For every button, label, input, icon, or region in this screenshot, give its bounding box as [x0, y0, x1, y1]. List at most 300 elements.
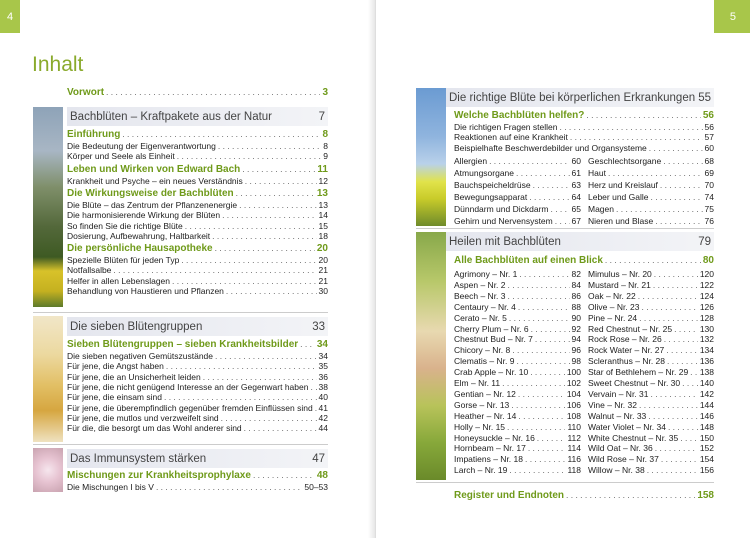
entry-page: 63: [571, 180, 581, 190]
entry-page: 21: [318, 275, 328, 286]
entry-title: Für die, die besorgt um das Wohl anderer sind: [67, 423, 242, 434]
entry-title: Honeysuckle – Nr. 16: [454, 432, 535, 443]
entry-page: 150: [699, 432, 714, 443]
entry-page: 88: [571, 301, 581, 312]
leader-dots: [516, 168, 570, 178]
section-page: 47: [312, 452, 325, 465]
toc-entry: [588, 411, 714, 421]
entry-title: Für jene, die einsam sind: [67, 392, 162, 403]
entry-page: 20: [318, 255, 328, 266]
toc-entry: [588, 443, 714, 453]
entry-title: Leber und Galle: [588, 192, 649, 202]
toc-entry: [67, 286, 328, 296]
entry-page: 94: [571, 334, 581, 345]
leader-dots: [533, 180, 570, 190]
leader-dots: [653, 280, 698, 290]
leader-dots: [655, 443, 698, 453]
toc-entry: [588, 400, 714, 410]
entry-title: Wild Oat – Nr. 36: [588, 443, 653, 454]
section-image-blossom: [33, 448, 63, 492]
entry-title: Für jene, die mutlos und verzweifelt sind: [67, 412, 219, 423]
leader-dots: [315, 403, 317, 413]
leader-dots: [642, 302, 698, 312]
leader-dots: [502, 378, 565, 388]
entry-title: Leben und Wirken von Edward Bach: [67, 163, 241, 175]
entry-page: 60: [704, 142, 714, 153]
leader-dots: [682, 378, 698, 388]
toc-entry: [588, 180, 714, 190]
toc-entry: [454, 156, 581, 166]
toc-entry: [454, 280, 581, 290]
leader-dots: [512, 345, 569, 355]
leader-dots: [511, 400, 565, 410]
toc-entry: [67, 361, 328, 371]
entry-title: Mischungen zur Krankheitsprophylaxe: [67, 470, 251, 481]
entry-title: Bewegungsapparat: [454, 192, 528, 202]
entry-title: Cherry Plum – Nr. 6: [454, 323, 529, 334]
entry-page: 142: [699, 388, 714, 399]
entry-title: Körper und Seele als Einheit: [67, 151, 175, 162]
entry-page: 130: [699, 323, 714, 334]
entry-title: Larch – Nr. 19: [454, 465, 508, 476]
toc-entry: [67, 372, 328, 382]
leader-dots: [661, 454, 698, 464]
toc-entry: [454, 334, 581, 344]
entry-page: 104: [566, 388, 581, 399]
section-image-meadow-girl: [416, 232, 446, 480]
toc-entry: [67, 151, 328, 161]
toc-entry: [588, 204, 714, 214]
section-image-landscape: [33, 107, 63, 307]
entry-title: Die Blüte – das Zentrum der Pflanzenenergie: [67, 199, 238, 210]
leader-dots: [651, 192, 703, 202]
entry-title: Gorse – Nr. 13: [454, 399, 510, 410]
entry-title: Wild Rose – Nr. 37: [588, 454, 659, 465]
entry-title: Für jene, die nicht genügend Interesse an der Gegenwart haben: [67, 381, 309, 392]
toc-entry: [67, 221, 328, 231]
leader-dots: [518, 389, 565, 399]
entry-title: Haut: [588, 168, 606, 178]
leader-dots: [113, 265, 316, 275]
toc-entry: [588, 280, 714, 290]
toc-entry: [588, 168, 714, 178]
entry-page: 21: [318, 265, 328, 276]
toc-entry: [588, 367, 714, 377]
toc-entry: [67, 243, 328, 254]
toc-entry: [588, 345, 714, 355]
leader-dots: [570, 132, 703, 142]
entry-title: Die sieben negativen Gemütszustände: [67, 351, 214, 361]
entry-title: Hornbeam – Nr. 17: [454, 443, 526, 454]
toc-entry: [454, 378, 581, 388]
toc-entry: [67, 210, 328, 220]
toc-entry: [454, 389, 581, 399]
leader-dots: [106, 87, 320, 97]
leader-dots: [648, 411, 698, 421]
leader-dots: [647, 465, 698, 475]
entry-title: Geschlechtsorgane: [588, 156, 662, 166]
toc-entry: [67, 470, 328, 481]
section-title: Die richtige Blüte bei körperlichen Erkrankungen: [449, 91, 696, 104]
entry-title: Elm – Nr. 11: [454, 378, 501, 388]
leader-dots: [518, 411, 564, 421]
leader-dots: [555, 216, 570, 226]
leader-dots: [550, 204, 569, 214]
toc-entry: [454, 454, 581, 464]
entry-title: Scleranthus – Nr. 28: [588, 356, 666, 367]
section-image-sky-flowers: [416, 88, 446, 226]
toc-entry: [454, 345, 581, 355]
entry-page: 36: [318, 371, 328, 382]
entry-title: Die Bedeutung der Eigenverantwortung: [67, 141, 216, 151]
entry-title: Olive – Nr. 23: [588, 301, 640, 312]
leader-dots: [222, 210, 316, 220]
toc-entry: [588, 156, 714, 166]
entry-page: 3: [322, 87, 328, 98]
entry-page: 69: [704, 168, 714, 178]
toc-entry: [67, 392, 328, 402]
toc-entry: [454, 433, 581, 443]
toc-entry: [588, 465, 714, 475]
toc-entry-register: [454, 490, 714, 501]
leader-dots: [639, 400, 698, 410]
toc-entry: [67, 276, 328, 286]
entry-title: Alle Bachblüten auf einen Blick: [454, 255, 603, 266]
toc-entry: [588, 291, 714, 301]
leader-dots: [660, 180, 703, 190]
entry-page: 8: [322, 129, 328, 140]
entry-title: Notfallsalbe: [67, 265, 112, 276]
entry-title: Behandlung von Haustieren und Pflanzen: [67, 286, 224, 296]
entry-page: 86: [571, 290, 581, 301]
entry-title: Die harmonisierende Wirkung der Blüten: [67, 210, 221, 221]
entry-title: Spezielle Blüten für jeden Typ: [67, 255, 180, 266]
entry-page: 126: [699, 301, 714, 312]
toc-entry: [454, 255, 714, 266]
entry-title: Pine – Nr. 24: [588, 312, 638, 323]
entry-page: 8: [323, 141, 328, 151]
entry-page: 154: [699, 454, 714, 465]
leader-dots: [559, 122, 702, 132]
entry-page: 15: [318, 220, 328, 231]
entry-page: 122: [699, 279, 714, 290]
toc-entry: [588, 313, 714, 323]
leader-dots: [674, 324, 698, 334]
toc-entry: [67, 351, 328, 361]
leader-dots: [530, 367, 565, 377]
toc-entry: [454, 443, 581, 453]
leader-dots: [649, 143, 703, 153]
divider: [416, 228, 714, 229]
leader-dots: [655, 216, 702, 226]
leader-dots: [509, 465, 565, 475]
section-band: [67, 449, 328, 468]
leader-dots: [586, 110, 700, 120]
entry-title: Crab Apple – Nr. 10: [454, 367, 529, 378]
entry-title: Die Mischungen I bis V: [67, 482, 154, 492]
leader-dots: [663, 156, 702, 166]
toc-entry: [67, 176, 328, 186]
entry-page: 98: [571, 356, 581, 367]
entry-title: Rock Water – Nr. 27: [588, 345, 665, 356]
entry-page: 140: [699, 378, 714, 388]
entry-page: 56: [704, 122, 714, 132]
entry-title: Chicory – Nr. 8: [454, 345, 511, 356]
toc-entry: [67, 339, 328, 350]
toc-heading: Inhalt: [32, 53, 84, 76]
toc-entry: [454, 465, 581, 475]
entry-title: Mimulus – Nr. 20: [588, 269, 652, 279]
section-band: [446, 232, 714, 251]
section-band: [67, 107, 328, 126]
leader-dots: [667, 356, 698, 366]
toc-entry: [67, 164, 328, 175]
entry-title: Vine – Nr. 32: [588, 399, 637, 410]
entry-title: Die Wirkungsweise der Bachblüten: [67, 187, 234, 199]
entry-page: 48: [316, 470, 328, 481]
entry-page: 60: [571, 156, 581, 166]
entry-title: Die richtigen Fragen stellen: [454, 122, 558, 132]
divider: [33, 312, 328, 313]
toc-entry: [454, 168, 581, 178]
section-band: [67, 317, 328, 336]
entry-title: Clematis – Nr. 9: [454, 356, 515, 367]
leader-dots: [518, 302, 570, 312]
entry-title: Dosierung, Aufbewahrung, Haltbarkeit: [67, 230, 211, 241]
toc-entry: [454, 216, 581, 226]
toc-entry: [588, 422, 714, 432]
divider: [33, 444, 328, 445]
entry-page: 136: [699, 356, 714, 367]
entry-title: Dünndarm und Dickdarm: [454, 204, 549, 214]
section-page: 33: [312, 320, 325, 333]
entry-page: 134: [699, 345, 714, 356]
entry-page: 120: [699, 269, 714, 279]
toc-entry: [588, 324, 714, 334]
entry-page: 92: [571, 323, 581, 334]
entry-title: Magen: [588, 204, 614, 214]
entry-title: Helfer in allen Lebenslagen: [67, 275, 171, 286]
divider: [416, 482, 714, 483]
leader-dots: [166, 361, 317, 371]
toc-entry: [454, 291, 581, 301]
leader-dots: [668, 422, 698, 432]
entry-page: 128: [699, 312, 714, 323]
entry-page: 158: [697, 490, 714, 501]
entry-title: Star of Bethlehem – Nr. 29: [588, 367, 689, 378]
entry-page: 96: [571, 345, 581, 356]
leader-dots: [242, 164, 315, 174]
toc-entry: [67, 188, 328, 199]
entry-title: Sweet Chestnut – Nr. 30: [588, 378, 681, 388]
entry-title: Aspen – Nr. 2: [454, 279, 506, 290]
entry-page: 20: [316, 243, 328, 255]
entry-page: 124: [699, 290, 714, 301]
toc-entry: [454, 422, 581, 432]
section-page: 7: [318, 110, 325, 123]
entry-page: 34: [316, 339, 328, 350]
right-page: [376, 0, 750, 538]
entry-page: 13: [316, 187, 328, 199]
leader-dots: [519, 269, 569, 279]
leader-dots: [566, 490, 695, 500]
leader-dots: [226, 286, 317, 296]
leader-dots: [239, 200, 316, 210]
entry-page: 42: [318, 412, 328, 423]
section-title: Heilen mit Bachblüten: [449, 235, 561, 248]
entry-title: Sieben Blütengruppen – sieben Krankheitsbilder: [67, 339, 299, 350]
entry-title: Für jene, die an Unsicherheit leiden: [67, 371, 201, 382]
toc-entry-vorwort: [67, 87, 328, 98]
entry-page: 76: [704, 216, 714, 226]
toc-entry: [67, 141, 328, 151]
entry-page: 112: [567, 432, 581, 443]
entry-page: 50–53: [304, 482, 328, 492]
entry-page: 41: [318, 402, 328, 413]
section-title: Bachblüten – Kraftpakete aus der Natur: [70, 110, 273, 123]
entry-page: 118: [567, 465, 581, 476]
toc-entry: [454, 269, 581, 279]
toc-entry: [588, 356, 714, 366]
entry-page: 138: [699, 367, 714, 378]
entry-page: 9: [323, 151, 328, 162]
leader-dots: [516, 356, 569, 366]
entry-page: 84: [571, 279, 581, 290]
entry-title: Herz und Kreislauf: [588, 180, 658, 190]
leader-dots: [253, 470, 315, 480]
toc-entry: [588, 454, 714, 464]
entry-title: Chestnut Bud – Nr. 7: [454, 334, 533, 345]
toc-entry: [454, 411, 581, 421]
section-title: Die sieben Blütengruppen: [70, 320, 203, 333]
toc-entry: [588, 216, 714, 226]
leader-dots: [215, 243, 315, 253]
entry-title: Die persönliche Hausapotheke: [67, 243, 213, 255]
toc-entry: [588, 334, 714, 344]
toc-entry: [454, 367, 581, 377]
leader-dots: [666, 345, 698, 355]
entry-page: 61: [571, 168, 581, 178]
leader-dots: [156, 482, 302, 492]
entry-page: 38: [318, 381, 328, 392]
toc-entry: [67, 403, 328, 413]
entry-title: Heather – Nr. 14: [454, 410, 517, 421]
toc-entry: [67, 382, 328, 392]
toc-entry: [454, 192, 581, 202]
toc-entry: [454, 400, 581, 410]
section-image-honey: [33, 316, 63, 442]
leader-dots: [508, 291, 570, 301]
entry-page: 11: [317, 163, 328, 175]
leader-dots: [605, 255, 701, 265]
section-page: 79: [698, 235, 711, 248]
entry-page: 146: [699, 410, 714, 421]
toc-entry: [454, 356, 581, 366]
entry-page: 44: [318, 423, 328, 434]
entry-title: Red Chestnut – Nr. 25: [588, 323, 673, 334]
leader-dots: [122, 129, 320, 139]
section-page: 55: [698, 91, 711, 104]
leader-dots: [664, 334, 698, 344]
leader-dots: [245, 176, 317, 186]
toc-entry: [454, 302, 581, 312]
toc-entry: [67, 265, 328, 275]
entry-page: 106: [566, 399, 581, 410]
leader-dots: [509, 313, 570, 323]
entry-page: 35: [318, 361, 328, 372]
leader-dots: [529, 192, 569, 202]
entry-title: So finden Sie die richtige Blüte: [67, 220, 183, 231]
leader-dots: [185, 221, 317, 231]
entry-page: 108: [566, 410, 581, 421]
entry-page: 148: [699, 421, 714, 432]
entry-page: 90: [571, 312, 581, 323]
entry-title: Centaury – Nr. 4: [454, 301, 516, 312]
entry-title: Krankheit und Psyche – ein neues Verständnis: [67, 175, 243, 186]
toc-entry: [588, 433, 714, 443]
section-title: Das Immunsystem stärken: [70, 452, 207, 465]
leader-dots: [650, 389, 697, 399]
entry-page: 30: [318, 286, 328, 296]
leader-dots: [537, 433, 566, 443]
toc-entry: [454, 204, 581, 214]
leader-dots: [300, 339, 315, 349]
leader-dots: [215, 351, 317, 361]
entry-title: Water Violet – Nr. 34: [588, 421, 666, 432]
entry-page: 110: [567, 421, 581, 432]
entry-page: 144: [699, 399, 714, 410]
leader-dots: [639, 313, 698, 323]
page-number: 5: [729, 11, 736, 23]
entry-title: Cerato – Nr. 5: [454, 312, 507, 323]
entry-page: 13: [318, 199, 328, 210]
toc-entry: [67, 482, 328, 492]
toc-entry: [67, 423, 328, 433]
leader-dots: [236, 188, 315, 198]
page-number: 4: [7, 11, 14, 23]
entry-title: Rock Rose – Nr. 26: [588, 334, 662, 345]
leader-dots: [244, 423, 317, 433]
toc-entry: [588, 269, 714, 279]
leader-dots: [690, 367, 698, 377]
entry-title: Für jene, die Angst haben: [67, 361, 164, 372]
entry-page: 68: [704, 156, 714, 166]
entry-page: 70: [704, 180, 714, 190]
leader-dots: [680, 433, 698, 443]
entry-page: 64: [571, 192, 581, 202]
left-page: [0, 0, 374, 538]
entry-title: Vervain – Nr. 31: [588, 388, 649, 399]
entry-title: Vorwort: [67, 87, 105, 98]
entry-title: Allergien: [454, 156, 488, 166]
entry-title: Gentian – Nr. 12: [454, 388, 516, 399]
entry-page: 34: [318, 351, 328, 361]
toc-entry: [588, 389, 714, 399]
leader-dots: [489, 156, 569, 166]
entry-title: Einführung: [67, 129, 121, 140]
leader-dots: [181, 255, 316, 265]
entry-title: Oak – Nr. 22: [588, 290, 636, 301]
entry-title: Nieren und Blase: [588, 216, 654, 226]
entry-page: 40: [318, 392, 328, 403]
entry-title: Holly – Nr. 15: [454, 421, 506, 432]
entry-page: 18: [318, 230, 328, 241]
toc-entry: [67, 129, 328, 140]
entry-title: Beispielhafte Beschwerdebilder und Organsysteme: [454, 142, 647, 153]
entry-page: 102: [566, 378, 581, 388]
toc-entry: [588, 302, 714, 312]
toc-entry: [588, 192, 714, 202]
